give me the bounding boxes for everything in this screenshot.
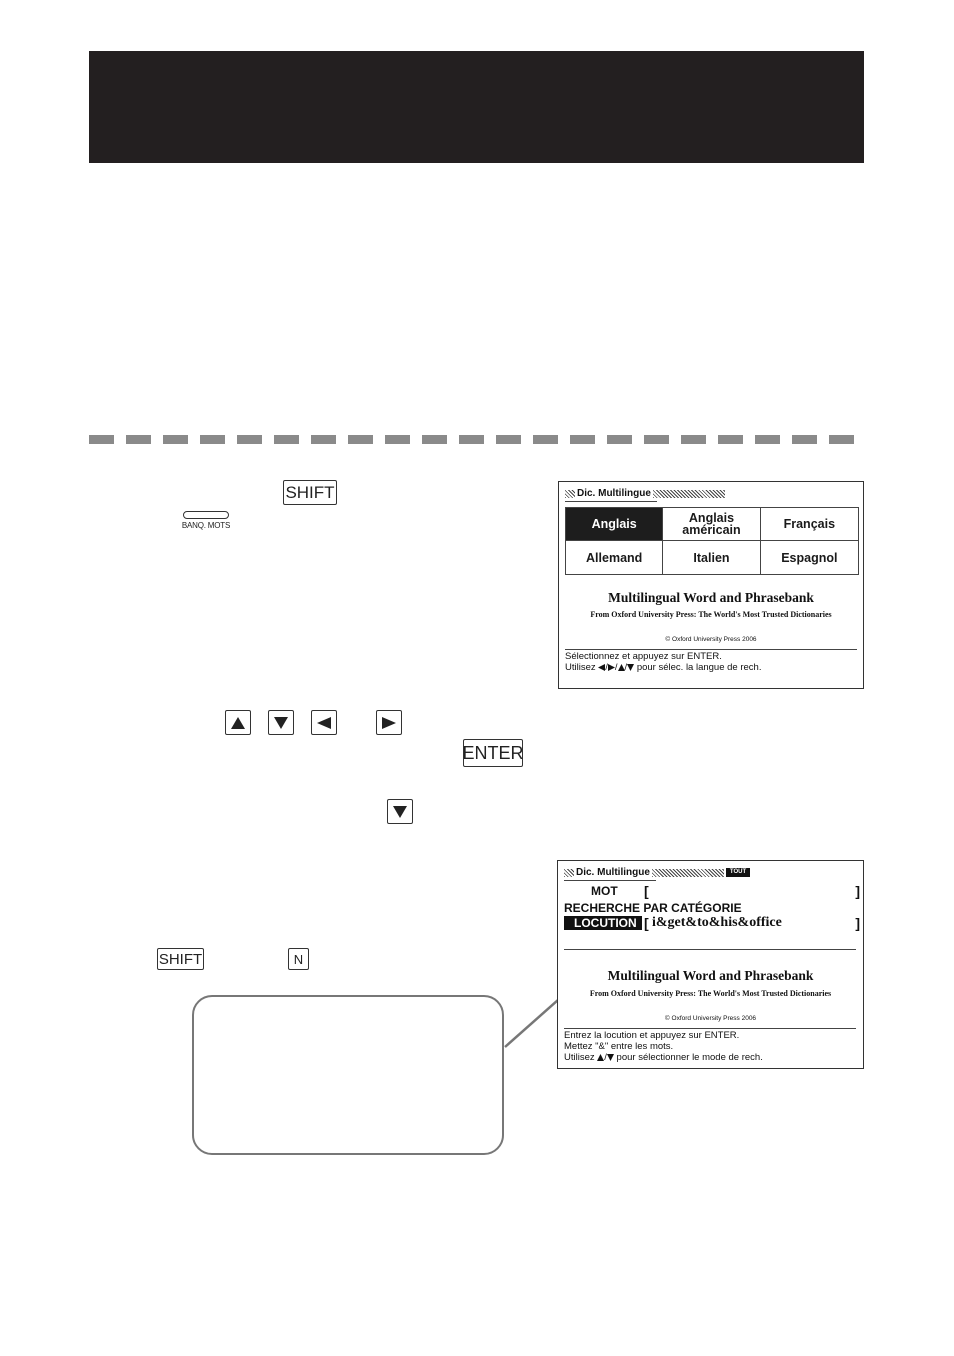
right-arrow-key: [376, 710, 402, 735]
category-search-option[interactable]: RECHERCHE PAR CATÉGORIE: [564, 901, 742, 915]
language-option-anglais-americain[interactable]: Anglais américain: [663, 508, 760, 541]
right-triangle-icon: [608, 664, 615, 671]
copyright: © Oxford University Press 2006: [664, 1015, 757, 1022]
dashed-divider: [89, 435, 864, 444]
copyright: © Oxford University Press 2006: [665, 636, 757, 643]
locution-search-screen: [557, 860, 864, 1069]
shift-key: [283, 480, 337, 505]
language-option-francais[interactable]: Français: [761, 508, 858, 541]
up-arrow-key: [225, 710, 251, 735]
down-triangle-icon: [607, 1054, 614, 1061]
down-arrow-icon: [393, 806, 407, 818]
locution-field-row[interactable]: LOCUTION [ i&get&to&his&office ]: [564, 916, 860, 930]
shift-key-label: SHIFT: [158, 950, 203, 968]
screen-title: Dic. Multilingue TOUT: [564, 867, 750, 878]
mot-field-label: MOT: [591, 884, 618, 898]
left-arrow-icon: [317, 717, 331, 729]
screen-title: Dic. Multilingue: [565, 488, 725, 499]
hint-line-3: Utilisez / pour sélectionner le mode de rech.: [564, 1052, 763, 1063]
enter-key: [463, 739, 523, 767]
left-arrow-key: [311, 710, 337, 735]
section-header-bar: [89, 51, 864, 163]
down-arrow-icon: [274, 717, 288, 729]
language-option-allemand[interactable]: Allemand: [566, 541, 663, 574]
hint-line-1: Entrez la locution et appuyez sur ENTER.: [564, 1030, 740, 1041]
language-option-italien[interactable]: Italien: [663, 541, 760, 574]
banq-mots-key-label: BANQ. MOTS: [181, 521, 231, 530]
right-arrow-icon: [382, 717, 396, 729]
shift-key-step4: [157, 948, 204, 970]
book-subtitle: From Oxford University Press: The World's Most Trusted Dictionaries: [589, 989, 832, 998]
book-title: Multilingual Word and Phrasebank: [607, 968, 814, 983]
language-option-espagnol[interactable]: Espagnol: [781, 550, 838, 565]
shift-key-label: SHIFT: [285, 482, 335, 502]
locution-input-value[interactable]: i&get&to&his&office: [652, 915, 782, 930]
locution-field-label: LOCUTION: [564, 916, 642, 930]
up-arrow-icon: [231, 717, 245, 729]
language-grid: [565, 507, 859, 575]
mot-field-row[interactable]: MOT [ ]: [564, 884, 860, 898]
language-option-anglais[interactable]: Anglais: [566, 508, 663, 541]
up-triangle-icon: [597, 1054, 604, 1061]
hint-line-2: Utilisez / / / pour sélec. la langue de rech.: [565, 662, 762, 673]
banq-mots-key: [180, 511, 232, 535]
callout-box: [192, 995, 504, 1155]
enter-key-label: ENTER: [462, 742, 524, 763]
up-triangle-icon: [618, 664, 625, 671]
hint-line-1: Sélectionnez et appuyez sur ENTER.: [565, 651, 722, 662]
book-title: Multilingual Word and Phrasebank: [608, 590, 814, 605]
n-key-label: N: [293, 951, 304, 967]
book-subtitle: From Oxford University Press: The World's Most Trusted Dictionaries: [590, 610, 832, 619]
n-key: [288, 948, 309, 970]
mode-badge: TOUT: [726, 868, 750, 877]
left-triangle-icon: [598, 664, 605, 671]
down-triangle-icon: [627, 664, 634, 671]
down-arrow-key: [268, 710, 294, 735]
hint-line-2: Mettez "&" entre les mots.: [564, 1041, 674, 1052]
language-selection-screen: [558, 481, 864, 689]
down-arrow-key-step3: [387, 799, 413, 824]
